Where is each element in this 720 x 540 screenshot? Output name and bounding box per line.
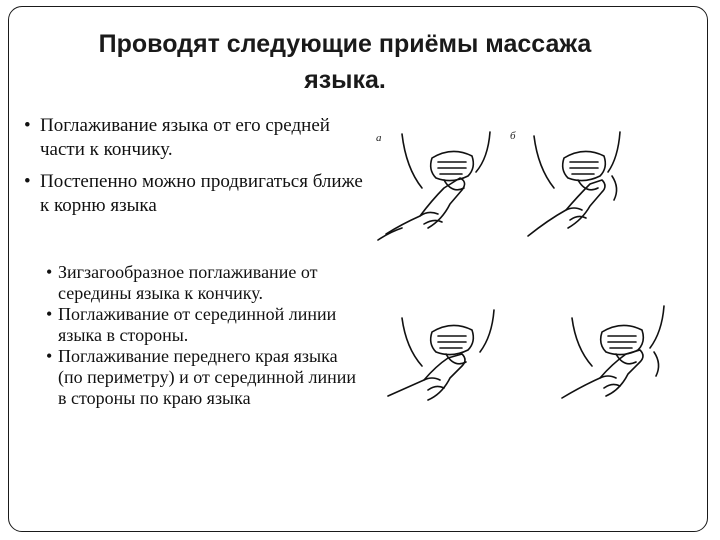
bullet-marker: • <box>46 304 53 324</box>
list-item <box>46 346 366 409</box>
bullet-text: Постепенно можно продвигаться ближе к корню языка <box>40 171 363 216</box>
title-line-2: языка. <box>304 66 386 94</box>
bullet-text: Поглаживание от серединной линии языка в стороны. <box>58 304 337 345</box>
list-item <box>18 114 363 162</box>
title-line-1: Проводят следующие приёмы массажа <box>98 30 592 58</box>
bullet-marker: • <box>24 115 31 136</box>
list-item <box>46 304 366 346</box>
top-bullet-list <box>18 114 363 226</box>
massage-illustration-bottom-left <box>384 296 514 416</box>
illustration-label-b: б <box>510 130 516 142</box>
illustration-label-a: а <box>376 132 382 144</box>
bullet-text: Поглаживание переднего края языка (по периметру) и от серединной линии в стороны по краю языка <box>58 346 357 408</box>
bullet-marker: • <box>46 262 53 282</box>
list-item <box>18 170 363 218</box>
massage-illustration-top-left <box>372 128 512 248</box>
massage-illustration-bottom-right <box>556 294 686 414</box>
massage-illustration-top-right <box>508 128 648 248</box>
bottom-bullet-list <box>46 262 366 409</box>
slide-title <box>40 26 650 98</box>
bullet-text: Зигзагообразное поглаживание от середины языка к кончику. <box>58 262 318 303</box>
bullet-marker: • <box>24 171 31 192</box>
bullet-marker: • <box>46 346 53 366</box>
bullet-text: Поглаживание языка от его средней части к кончику. <box>40 115 330 160</box>
list-item <box>46 262 366 304</box>
